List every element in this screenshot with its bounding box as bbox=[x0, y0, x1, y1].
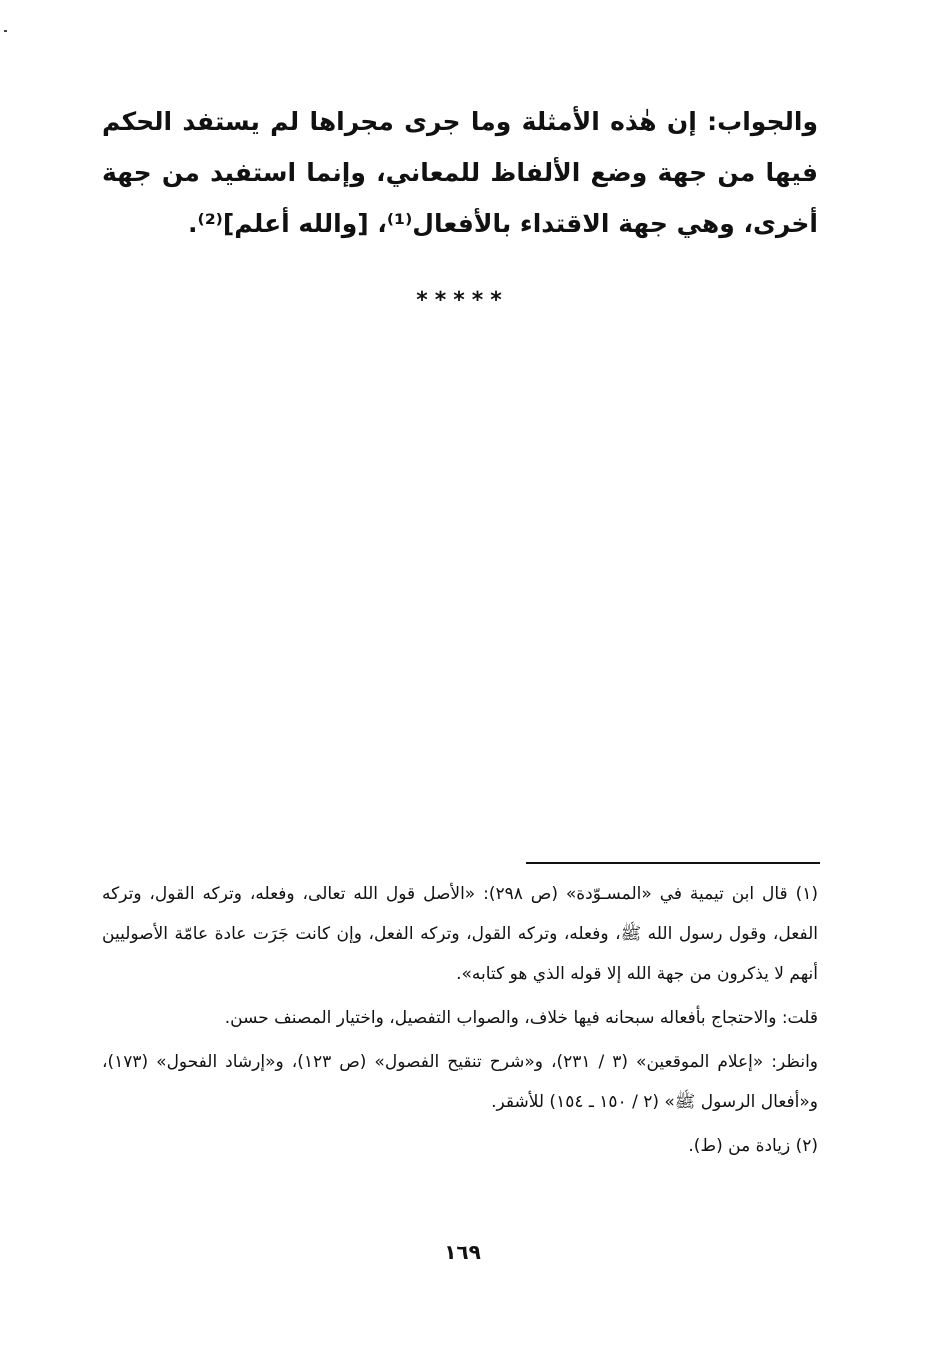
footnote-2: (٢) زيادة من (ط). bbox=[688, 1136, 818, 1156]
answer-paragraph: والجواب: إن هٰذه الأمثلة وما جرى مجراها لم يستفد الحكم فيها من جهة وضع الألفاظ للمعاني، وإنما استفيد من جهة أخرى، وهي جهة الاقتداء بالأفعال⁽¹⁾، [والله أعلم]⁽²⁾. bbox=[102, 107, 818, 238]
section-separator-stars: ***** bbox=[416, 288, 509, 313]
page-number: ١٦٩ bbox=[444, 1240, 481, 1264]
footnote-divider bbox=[526, 862, 820, 864]
footnote-1: (١) قال ابن تيمية في «المسـوّدة» (ص ٢٩٨): «الأصل قول الله تعالى، وفعله، وتركه القول، وتركه الفعل، وقول رسول الله ﷺ، وفعله، وتركه القول، وتركه الفعل، وإن كانت جَرَت عادة عامّة الأصوليين أنهم لا يذكرون من جهة الله إلا قوله الذي هو كتابه». bbox=[102, 884, 818, 984]
footnote-1-comment: قلت: والاحتجاج بأفعاله سبحانه فيها خلاف، والصواب التفصيل، واختيار المصنف حسن. bbox=[224, 1008, 818, 1028]
main-body-text bbox=[102, 96, 818, 249]
scan-speck bbox=[4, 30, 7, 32]
footnote-1-references: وانظر: «إعلام الموقعين» (٣ / ٢٣١)، و«شرح تنقيح الفصول» (ص ١٢٣)، و«إرشاد الفحول» (١٧٣)، و«أفعال الرسول ﷺ» (٢ / ١٥٠ ـ ١٥٤) للأشقر. bbox=[102, 1052, 819, 1112]
footnotes-block bbox=[102, 874, 818, 1170]
